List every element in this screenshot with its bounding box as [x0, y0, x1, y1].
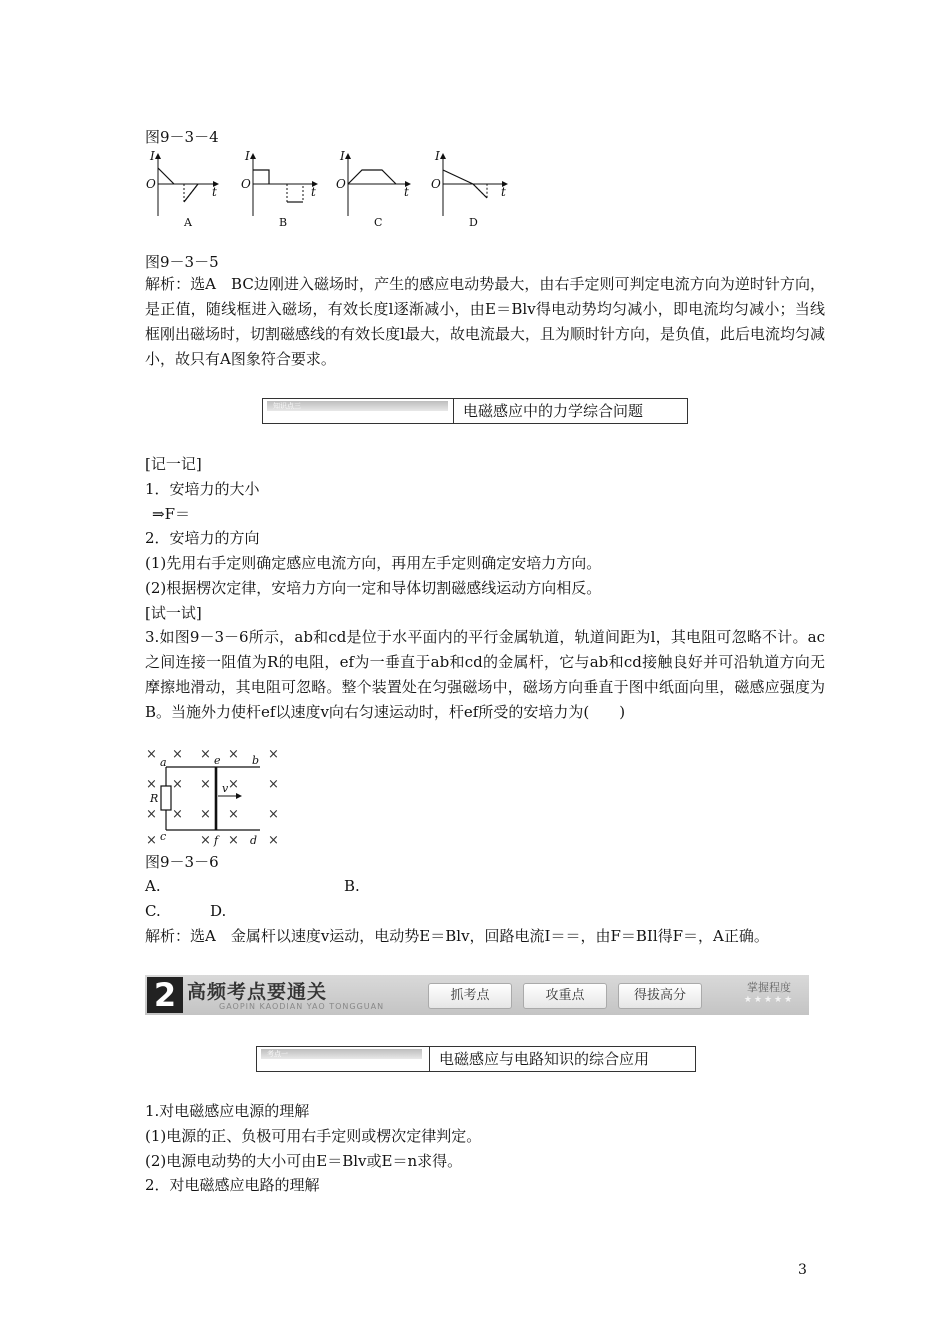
label-v: v [222, 782, 229, 795]
knowledge-point-box [256, 1046, 696, 1072]
svg-text:×: × [228, 747, 239, 762]
option-d: D. [210, 902, 227, 920]
graph-c [336, 149, 410, 229]
svg-text:×: × [172, 777, 183, 792]
knowledge-point-box [262, 398, 688, 424]
graph-a-label: A [184, 216, 192, 229]
svg-text:×: × [268, 833, 279, 848]
list-item: (2)根据楞次定律，安培力方向一定和导体切割磁感线运动方向相反。 [145, 579, 602, 597]
knowledge-tag: 知识点三 [267, 401, 448, 411]
high-score-button[interactable]: 得拔高分 [618, 983, 702, 1009]
svg-text:×: × [200, 747, 211, 762]
label-d: d [250, 834, 258, 847]
mastery-label: 掌握程度 [747, 981, 791, 994]
list-item: (1)先用右手定则确定感应电流方向，再用左手定则确定安培力方向。 [145, 554, 602, 572]
list-item: 2．对电磁感应电路的理解 [145, 1176, 320, 1194]
resistor [161, 786, 171, 810]
list-item: 1．安培力的大小 [145, 480, 260, 498]
graph-d [431, 149, 507, 229]
knowledge-tag: 考点一 [261, 1049, 422, 1059]
option-c: C. [145, 902, 161, 920]
graph-a [146, 149, 218, 229]
graph-a-axis-t: t [212, 185, 217, 199]
svg-text:×: × [146, 807, 157, 822]
svg-text:×: × [268, 777, 279, 792]
graph-b-origin: O [241, 177, 251, 191]
svg-text:×: × [228, 833, 239, 848]
graph-b-label: B [279, 216, 288, 229]
label-f: f [214, 834, 219, 847]
label-a: a [160, 756, 167, 769]
graph-b-axis-t: t [311, 185, 316, 199]
svg-text:×: × [146, 777, 157, 792]
list-item: 1.对电磁感应电源的理解 [145, 1102, 310, 1120]
list-item: (1)电源的正、负极可用右手定则或楞次定律判定。 [145, 1127, 482, 1145]
section-title: 高频考点要通关 [187, 981, 328, 1003]
label-b: b [252, 754, 260, 767]
option-a: A. [145, 877, 161, 895]
graph-c-axis-t: t [404, 185, 409, 199]
svg-text:×: × [146, 747, 157, 762]
section-subtitle: GAOPIN KAODIAN YAO TONGGUAN [219, 1002, 385, 1011]
svg-text:×: × [228, 807, 239, 822]
svg-text:×: × [200, 777, 211, 792]
circuit-diagram [142, 744, 290, 850]
label-e: e [214, 754, 221, 767]
graph-c-origin: O [336, 177, 346, 191]
knowledge-title: 电磁感应与电路知识的综合应用 [439, 1050, 650, 1068]
section-number: 2 [147, 977, 183, 1013]
analysis-paragraph: 解析：选A BC边刚进入磁场时，产生的感应电动势最大，由右手定则可判定电流方向为逆时针方向，是正值，随线框进入磁场，有效长度l逐渐减小，由E＝Blv得电动势均匀减小，即电流均匀减小；当线框刚出磁场时，切割磁感线的有效长度l最大，故电流最大，且为顺时针方向，是负值，此后电流均匀减小，故只有A图象符合要求。 [145, 275, 825, 368]
graph-d-axis-i: I [435, 149, 440, 163]
current-time-graphs [140, 148, 520, 232]
label-r: R [150, 792, 159, 805]
formula: ⇒F＝ [152, 505, 190, 523]
graph-a-axis-i: I [150, 149, 155, 163]
list-item: (2)电源电动势的大小可由E＝Blv或E＝n求得。 [145, 1152, 463, 1170]
figure-label: 图9－3－5 [145, 253, 219, 271]
grasp-points-button[interactable]: 抓考点 [428, 983, 512, 1009]
analysis-paragraph: 解析：选A 金属杆以速度v运动，电动势E＝Blv，回路电流I＝＝，由F＝BIl得F＝，A正确。 [145, 927, 769, 945]
svg-text:×: × [268, 807, 279, 822]
list-item: 2．安培力的方向 [145, 529, 260, 547]
question-paragraph: 3.如图9－3－6所示，ab和cd是位于水平面内的平行金属轨道，轨道间距为l，其电阻可忽略不计。ac之间连接一阻值为R的电阻，ef为一垂直于ab和cd的金属杆，它与ab和cd接触良好并可沿轨道方向无摩擦地滑动，其电阻可忽略。整个装置处在匀强磁场中，磁场方向垂直于图中纸面向里，磁感应强度为B。当施外力使杆ef以速度v向右匀速运动时，杆ef所受的安培力为( ) [145, 628, 825, 721]
star-icon: ★★★★★ [743, 995, 795, 1005]
svg-text:×: × [172, 807, 183, 822]
svg-text:×: × [146, 833, 157, 848]
page-number: 3 [798, 1262, 807, 1278]
section-banner [145, 975, 809, 1015]
graph-d-origin: O [431, 177, 441, 191]
graph-b [241, 149, 317, 229]
section-label: [试一试] [145, 604, 202, 622]
label-c: c [160, 830, 167, 843]
graph-d-label: D [469, 216, 478, 229]
option-b: B. [344, 877, 360, 895]
section-label: [记一记] [145, 455, 202, 473]
svg-text:×: × [228, 777, 239, 792]
figure-label: 图9－3－4 [145, 128, 219, 146]
graph-c-label: C [374, 216, 383, 229]
graph-b-axis-i: I [245, 149, 250, 163]
svg-text:×: × [268, 747, 279, 762]
svg-text:×: × [200, 833, 211, 848]
figure-label: 图9－3－6 [145, 853, 219, 871]
svg-text:×: × [200, 807, 211, 822]
graph-d-axis-t: t [501, 185, 506, 199]
mastery-level [733, 979, 805, 1011]
graph-a-origin: O [146, 177, 156, 191]
key-points-button[interactable]: 攻重点 [523, 983, 607, 1009]
knowledge-title: 电磁感应中的力学综合问题 [463, 402, 644, 420]
graph-c-axis-i: I [340, 149, 345, 163]
svg-text:×: × [172, 747, 183, 762]
